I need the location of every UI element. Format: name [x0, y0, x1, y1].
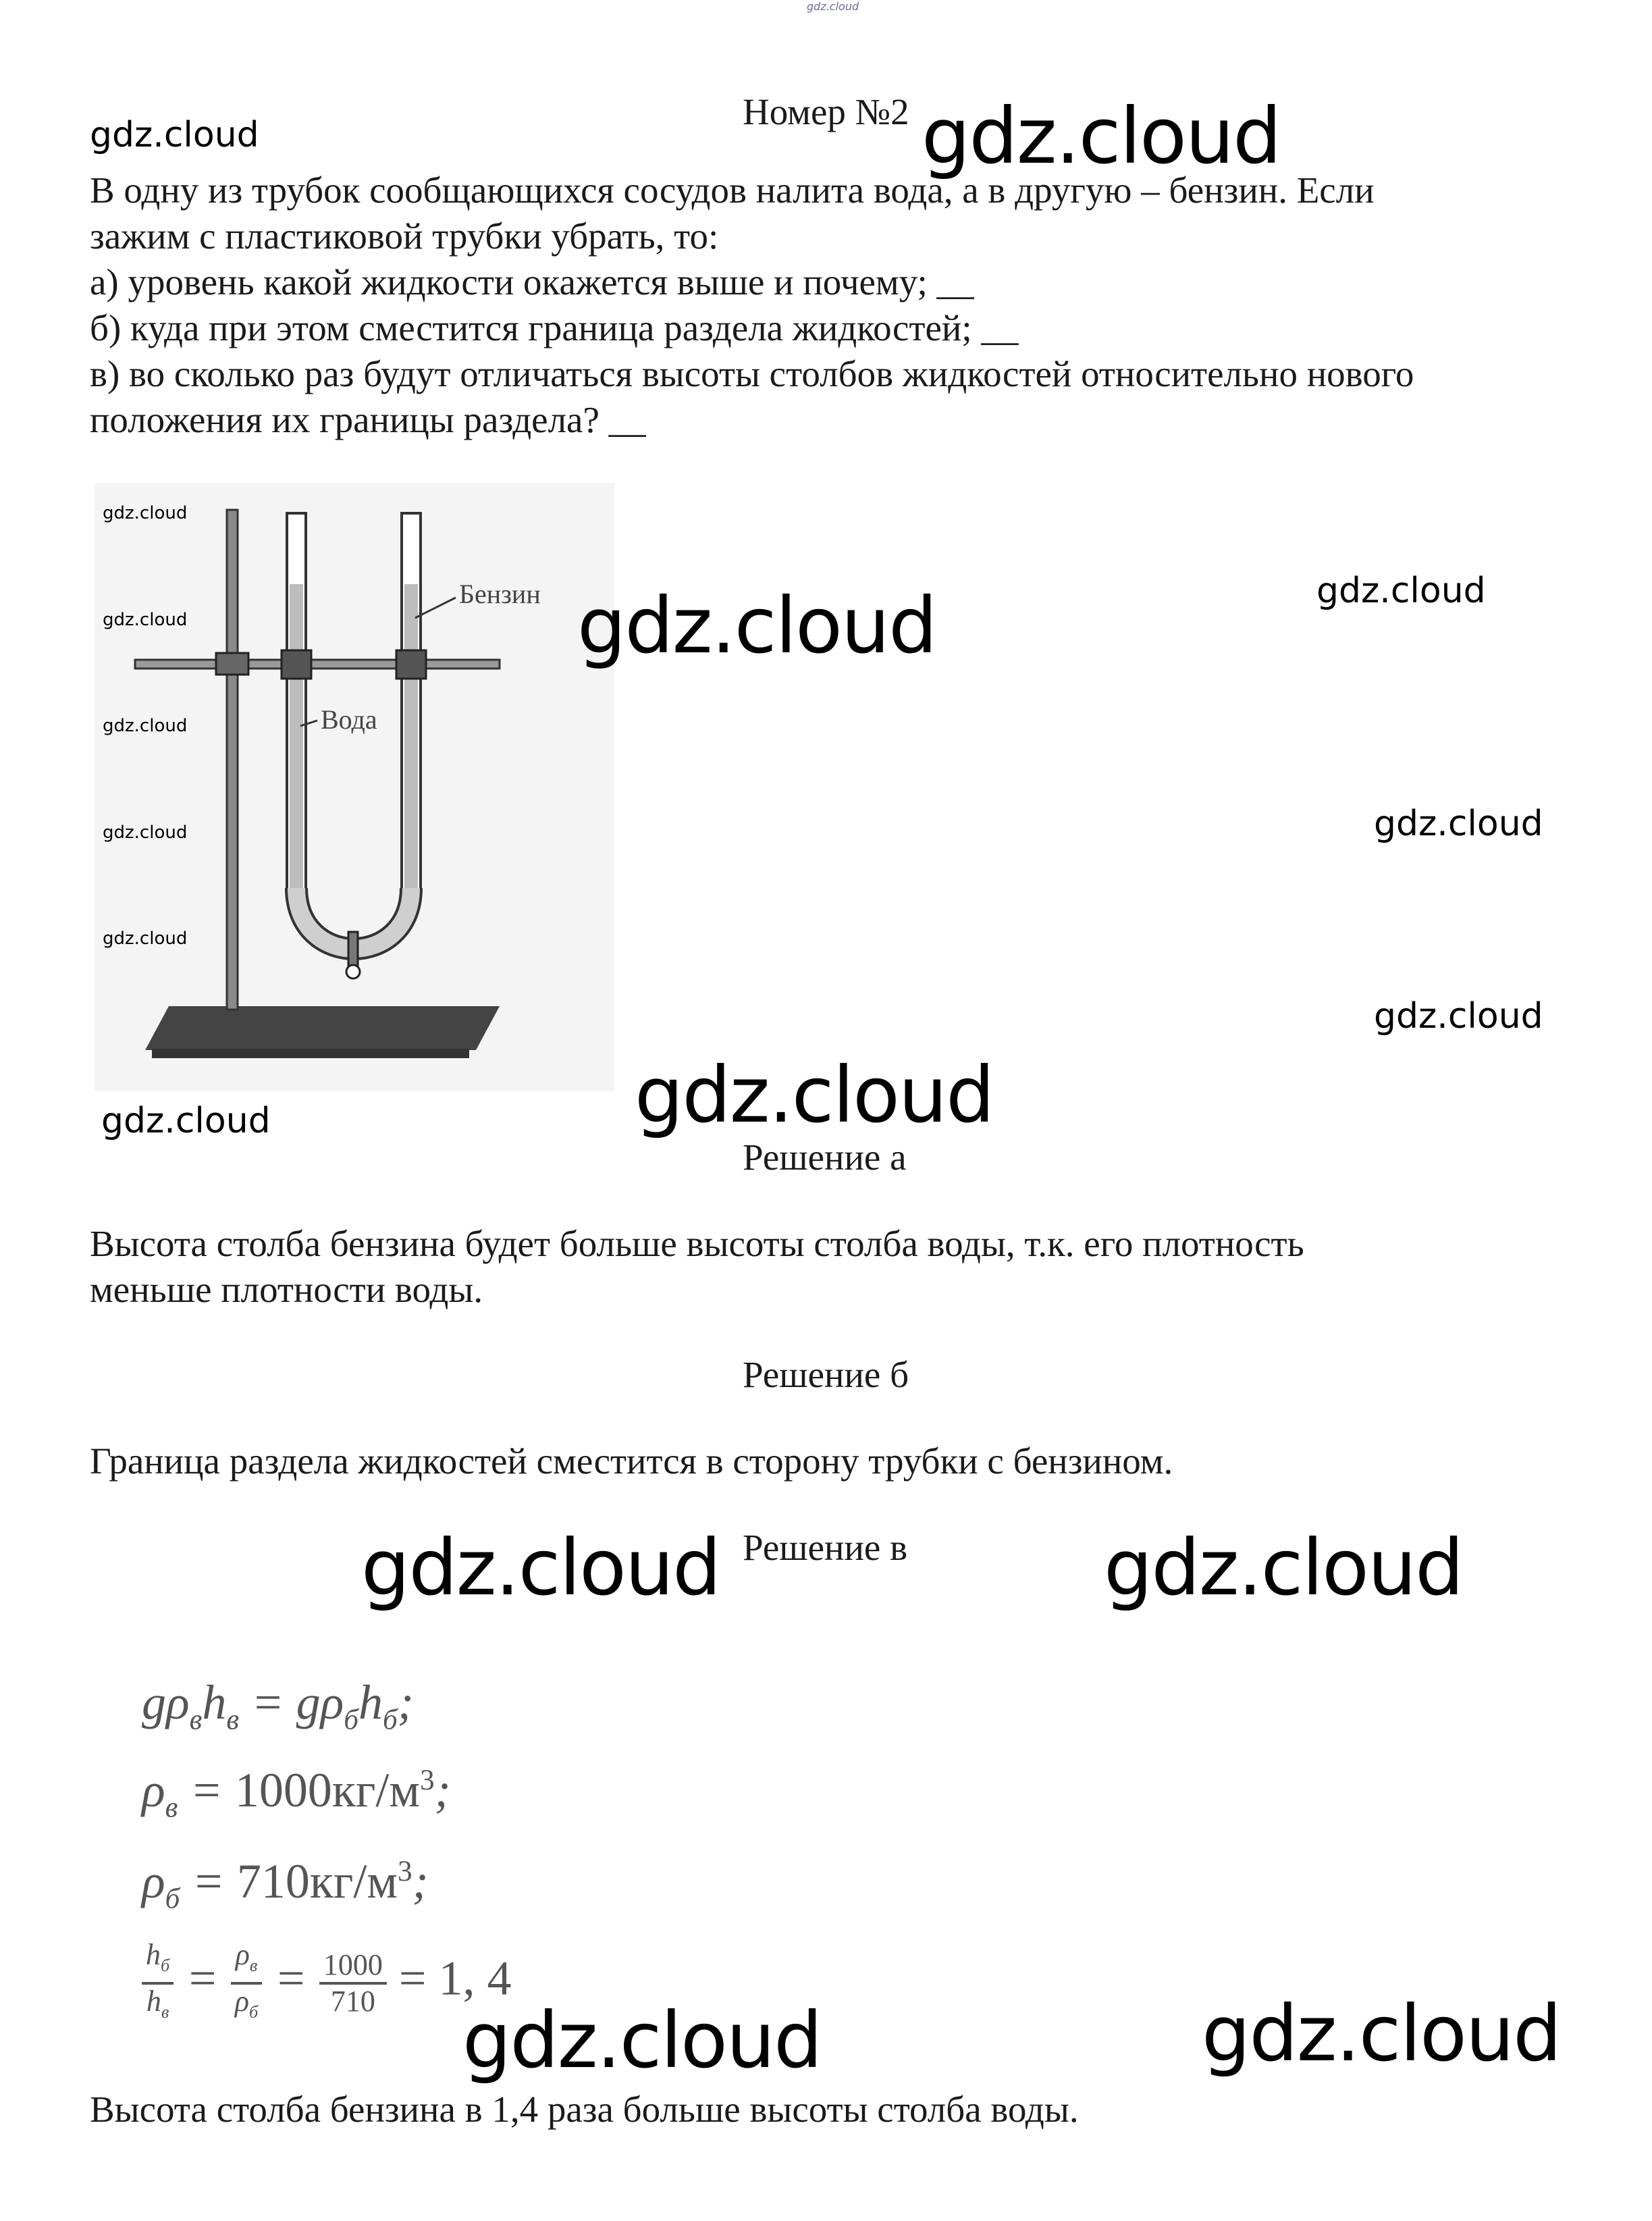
watermark-large: gdz.cloud: [922, 91, 1281, 181]
watermark-medium: gdz.cloud: [1316, 571, 1486, 611]
task-line-a: а) уровень какой жидкости окажется выше и почему; __: [90, 261, 974, 303]
formula-line-4: $\frac{h_б}{h_в}$ = $\frac{\rho_в}{\rho_б}$ = $\frac{1000}{710}$ = 1, 4: [142, 1938, 511, 2029]
watermark-large: gdz.cloud: [462, 1995, 822, 2085]
watermark-large: gdz.cloud: [1104, 1523, 1463, 1613]
watermark-medium: gdz.cloud: [101, 1101, 271, 1141]
watermark-small: gdz.cloud: [103, 503, 188, 523]
task-line-c: в) во сколько раз будут отличаться высоты столбов жидкостей относительно нового: [90, 353, 1414, 394]
formula-result: = 1, 4: [398, 1951, 512, 2006]
watermark-medium: gdz.cloud: [90, 115, 259, 155]
formula-block: [142, 1675, 628, 2039]
frac-numerator: 1000: [319, 1948, 387, 1985]
frac-denominator: 710: [330, 1984, 375, 2018]
watermark-large: gdz.cloud: [361, 1523, 720, 1613]
watermark-large: gdz.cloud: [1202, 1989, 1561, 2079]
vessels-illustration: [95, 483, 614, 1091]
stand-crossbar: [135, 660, 500, 669]
watermark-small: gdz.cloud: [103, 822, 188, 843]
watermark-large: gdz.cloud: [635, 1050, 994, 1140]
watermark-large: gdz.cloud: [577, 581, 936, 671]
solution-a-line-1: Высота столба бензина будет больше высоты столба воды, т.к. его плотность: [90, 1223, 1304, 1264]
rod-clamp: [216, 653, 248, 675]
task-line-2: зажим с пластиковой трубки убрать, то:: [90, 215, 719, 257]
rho-gas-value: 710кг/м: [236, 1854, 398, 1908]
watermark-medium: gdz.cloud: [1374, 996, 1543, 1037]
stand-base: [145, 1006, 500, 1050]
solution-a-line-2: меньше плотности воды.: [90, 1269, 483, 1310]
rho-water-value: 1000кг/м: [234, 1763, 420, 1817]
right-tube-clamp: [396, 650, 426, 679]
label-gasoline: Бензин: [459, 579, 541, 609]
pinch-clamp-ring: [346, 965, 360, 978]
watermark-medium: gdz.cloud: [1374, 804, 1543, 844]
formula-line-2: $\rho_в = 1000кг/м^3$;: [142, 1763, 451, 1824]
solution-b-heading: Решение б: [743, 1354, 909, 1395]
solution-c-conclusion: Высота столба бензина в 1,4 раза больше высоты столба воды.: [90, 2089, 1079, 2130]
stand-base-edge: [152, 1049, 469, 1058]
solution-a-heading: Решение а: [743, 1136, 907, 1178]
label-water: Вода: [321, 704, 377, 735]
right-tube-liquid: [404, 584, 418, 891]
solution-b-text: Граница раздела жидкостей сместится в сторону трубки с бензином.: [90, 1440, 1173, 1482]
page-title: Номер №2: [743, 91, 909, 132]
task-line-c2: положения их границы раздела? __: [90, 399, 646, 440]
formula-line-1: $g\rho_вh_в = g\rho_бh_б$;: [142, 1675, 414, 1736]
task-line-b: б) куда при этом сместится граница раздела жидкостей; __: [90, 307, 1019, 348]
watermark-small: gdz.cloud: [103, 716, 188, 736]
watermark-tiny: gdz.cloud: [807, 0, 859, 13]
left-tube-liquid: [290, 584, 303, 891]
watermark-small: gdz.cloud: [103, 929, 188, 949]
figure-communicating-vessels: [95, 483, 614, 1091]
stand-rod: [227, 510, 238, 1010]
task-line-1: В одну из трубок сообщающихся сосудов налита вода, а в другую – бензин. Если: [90, 169, 1375, 211]
watermark-small: gdz.cloud: [103, 610, 188, 630]
left-tube-clamp: [282, 650, 311, 679]
solution-c-heading: Решение в: [743, 1527, 908, 1568]
formula-line-3: $\rho_б = 710кг/м^3$;: [142, 1854, 429, 1915]
